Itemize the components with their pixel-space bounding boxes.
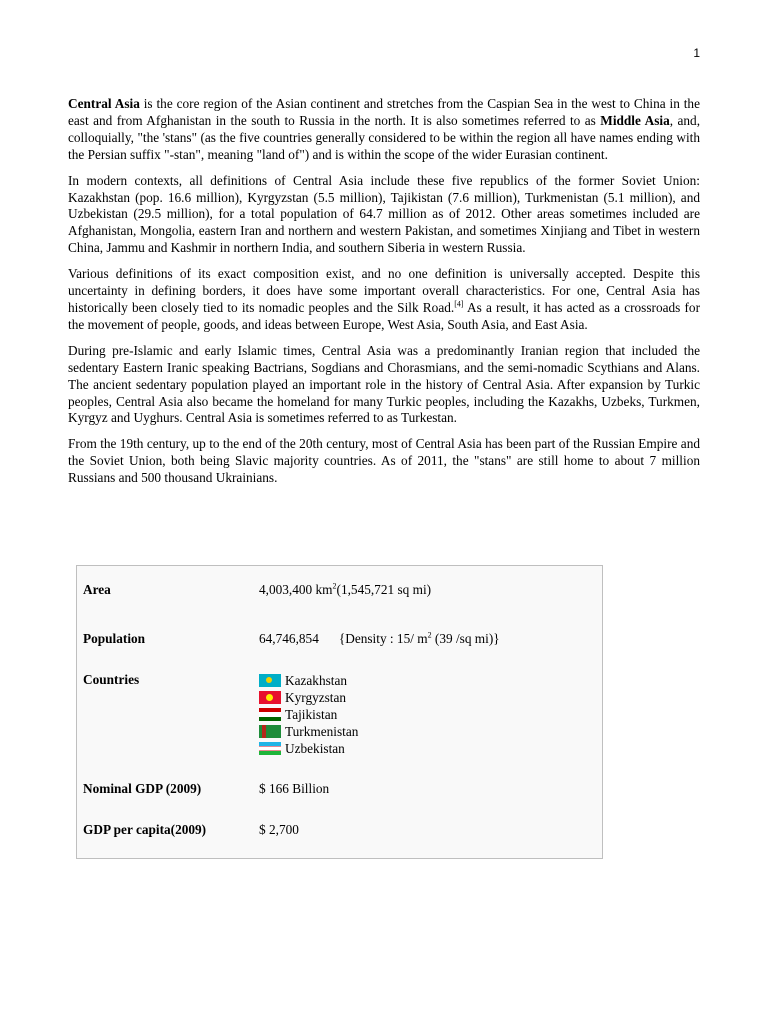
tajikistan-flag-icon [259,708,281,721]
country-item-tajikistan[interactable] [259,706,358,723]
term-central-asia: Central Asia [68,96,140,111]
country-item-kazakhstan[interactable] [259,672,358,689]
area-value-km: 4,003,400 km [259,582,333,597]
population-count: 64,746,854 [259,631,319,646]
kazakhstan-flag-icon [259,674,281,687]
area-label: Area [83,582,111,597]
density-part-2: (39 /sq mi)} [431,631,500,646]
page-number: 1 [693,46,700,60]
gdp-per-capita-value: $ 2,700 [259,822,299,837]
gdp-label: Nominal GDP (2009) [83,781,202,796]
intro-text-part-2: , and, colloquially, "the 'stans" (as the five countries generally considered to be within the region all have names ending with the Persian suffix "-stan", meaning "land of") and is within the scope of the wider Eurasian continent. [68,112,701,162]
uzbekistan-flag-icon [259,742,281,755]
countries-list [259,672,358,757]
area-value-superscript: 2 [332,581,337,591]
document-body [68,96,700,496]
countries-label: Countries [83,672,140,687]
country-name: Turkmenistan [285,724,359,739]
composition-text-part-1: Various definitions of its exact composition exist, and no one definition is universally accepted. Despite this uncertainty in defining borders, it does have some important overall characteristics. For one, Central Asia has historically been closely tied to its nomadic peoples and the Silk Road. [68,266,700,315]
country-name: Kazakhstan [285,673,348,688]
gdp-value: $ 166 Billion [259,781,330,796]
intro-text-part-1: is the core region of the Asian continent and stretches from the Caspian Sea in the west to China in the east and from Afghanistan in the south to Russia in the north. It is also sometimes referred to as [68,96,700,128]
kyrgyzstan-flag-icon [259,691,281,704]
area-value-sq-mi: (1,545,721 sq mi) [336,582,432,597]
area-value [259,582,431,598]
gdp-per-capita-label: GDP per capita(2009) [83,822,207,837]
population-value [259,631,500,647]
population-label: Population [83,631,146,646]
population-density [339,631,500,646]
term-middle-asia: Middle Asia [600,112,670,128]
density-superscript: 2 [427,630,432,640]
paragraph-definitions: In modern contexts, all definitions of Central Asia include these five republics of the former Soviet Union: Kazakhstan (pop. 16.6 million), Kyrgyzstan (5.5 million), Tajikistan (7.6 million), Turkmenistan (5.1 million), and Uzbekistan (29.5 million), for a total population of 64.7 million as of 2012. Other areas sometimes included are Afghanistan, Mongolia, eastern Iran and northern and western Pakistan, and sometimes Xinjiang and Tibet in western China, Jammu and Kashmir in northern India, and southern Siberia in western Russia. [68,172,700,256]
density-part-1: {Density : 15/ m [338,631,428,646]
country-name: Tajikistan [285,707,338,722]
country-item-uzbekistan[interactable] [259,740,358,757]
country-item-turkmenistan[interactable] [259,723,358,740]
citation-reference[interactable]: [4] [454,299,464,309]
paragraph-history: During pre-Islamic and early Islamic times, Central Asia was a predominantly Iranian region that included the sedentary Eastern Iranic speaking Bactrians, Sogdians and Chorasmians, and the semi-nomadic Scythians and Alans. The ancient sedentary population played an important role in the history of Central Asia. After expansion by Turkic peoples, Central Asia also became the homeland for many Turkic peoples, including the Kazakhs, Uzbeks, Turkmen, Kyrgyz and Uyghurs. Central Asia is sometimes referred to as Turkestan. [68,342,700,426]
paragraph-composition [68,266,700,334]
country-name: Kyrgyzstan [285,690,347,705]
turkmenistan-flag-icon [259,725,281,738]
paragraph-intro [68,96,700,164]
country-name: Uzbekistan [285,741,345,756]
infobox-table [76,565,603,859]
country-item-kyrgyzstan[interactable] [259,689,358,706]
composition-text-part-2: As a result, it has acted as a crossroads for the movement of people, goods, and ideas between Europe, West Asia, South Asia, and East Asia. [68,299,701,332]
paragraph-modern-era: From the 19th century, up to the end of the 20th century, most of Central Asia has been part of the Russian Empire and the Soviet Union, both being Slavic majority countries. As of 2011, the "stans" are still home to about 7 million Russians and 500 thousand Ukrainians. [68,436,700,486]
